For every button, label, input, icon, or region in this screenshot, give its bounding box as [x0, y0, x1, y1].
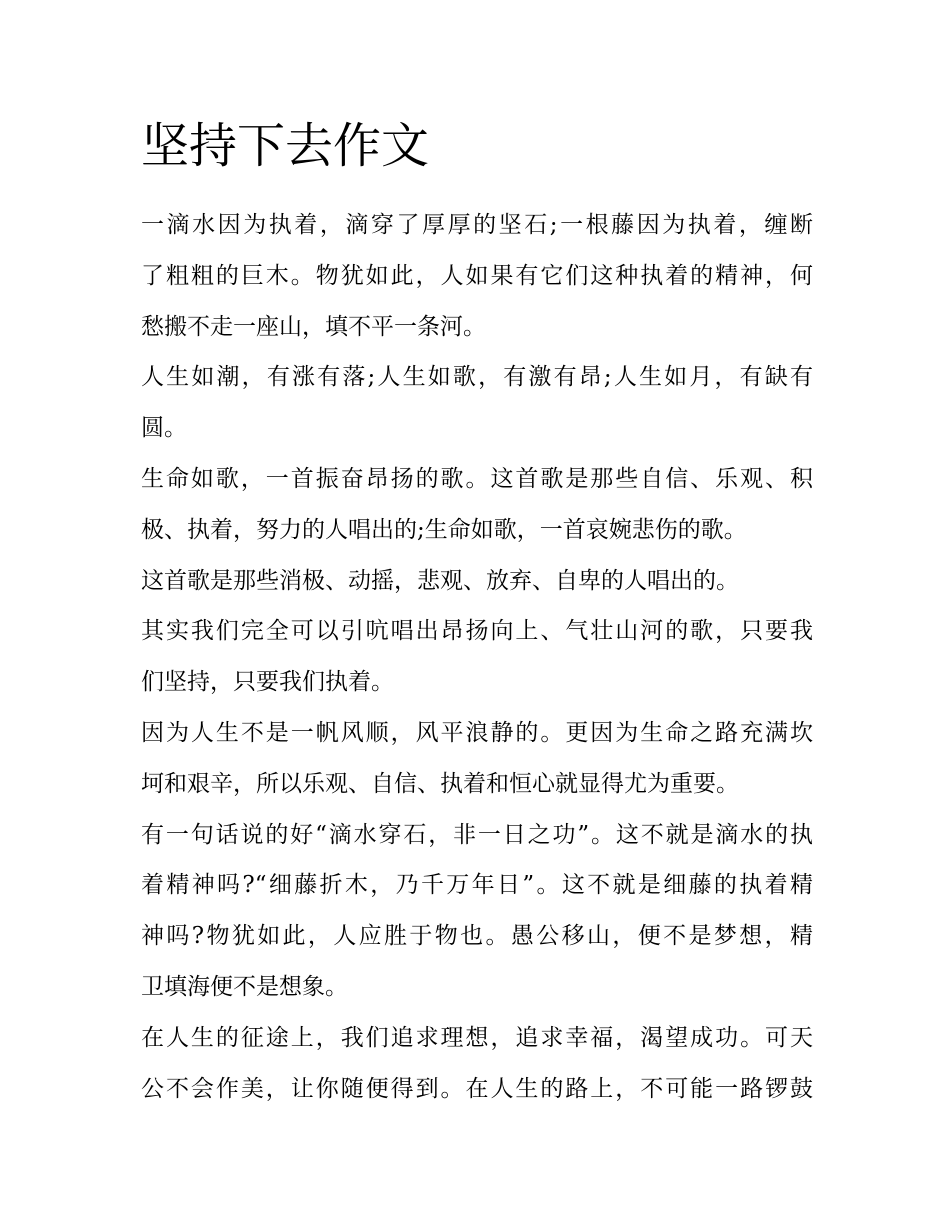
text-line: 其实我们完全可以引吭唱出昂扬向上、气壮山河的歌，只要我 — [141, 618, 813, 645]
text-line: 着精神吗?“细藤折木，乃千万年日”。这不就是细藤的执着精 — [141, 872, 813, 899]
text-line: 愁搬不走一座山，填不平一条河。 — [141, 313, 486, 340]
text-line: 神吗?物犹如此，人应胜于物也。愚公移山，便不是梦想，精 — [141, 923, 813, 950]
document-body — [141, 200, 813, 1114]
text-line: 坷和艰辛，所以乐观、自信、执着和恒心就显得尤为重要。 — [141, 770, 739, 797]
text-line: 生命如歌，一首振奋昂扬的歌。这首歌是那些自信、乐观、积 — [141, 465, 813, 492]
document-title: 坚持下去作文 — [141, 118, 430, 174]
text-line: 这首歌是那些消极、动摇，悲观、放弃、自卑的人唱出的。 — [141, 567, 739, 594]
text-line: 了粗粗的巨木。物犹如此，人如果有它们这种执着的精神，何 — [141, 262, 813, 289]
text-line: 公不会作美，让你随便得到。在人生的路上，不可能一路锣鼓 — [141, 1075, 813, 1102]
text-line: 极、执着，努力的人唱出的;生命如歌，一首哀婉悲伤的歌。 — [141, 516, 747, 543]
text-line: 因为人生不是一帆风顺，风平浪静的。更因为生命之路充满坎 — [141, 719, 813, 746]
text-line: 圆。 — [141, 415, 187, 442]
text-line: 人生如潮，有涨有落;人生如歌，有激有昂;人生如月，有缺有 — [141, 364, 813, 391]
text-line: 们坚持，只要我们执着。 — [141, 669, 394, 696]
text-line: 在人生的征途上，我们追求理想，追求幸福，渴望成功。可天 — [141, 1024, 813, 1051]
text-line: 卫填海便不是想象。 — [141, 973, 348, 1000]
text-line: 一滴水因为执着，滴穿了厚厚的坚石;一根藤因为执着，缠断 — [141, 212, 813, 238]
text-line: 有一句话说的好“滴水穿石，非一日之功”。这不就是滴水的执 — [141, 821, 813, 848]
